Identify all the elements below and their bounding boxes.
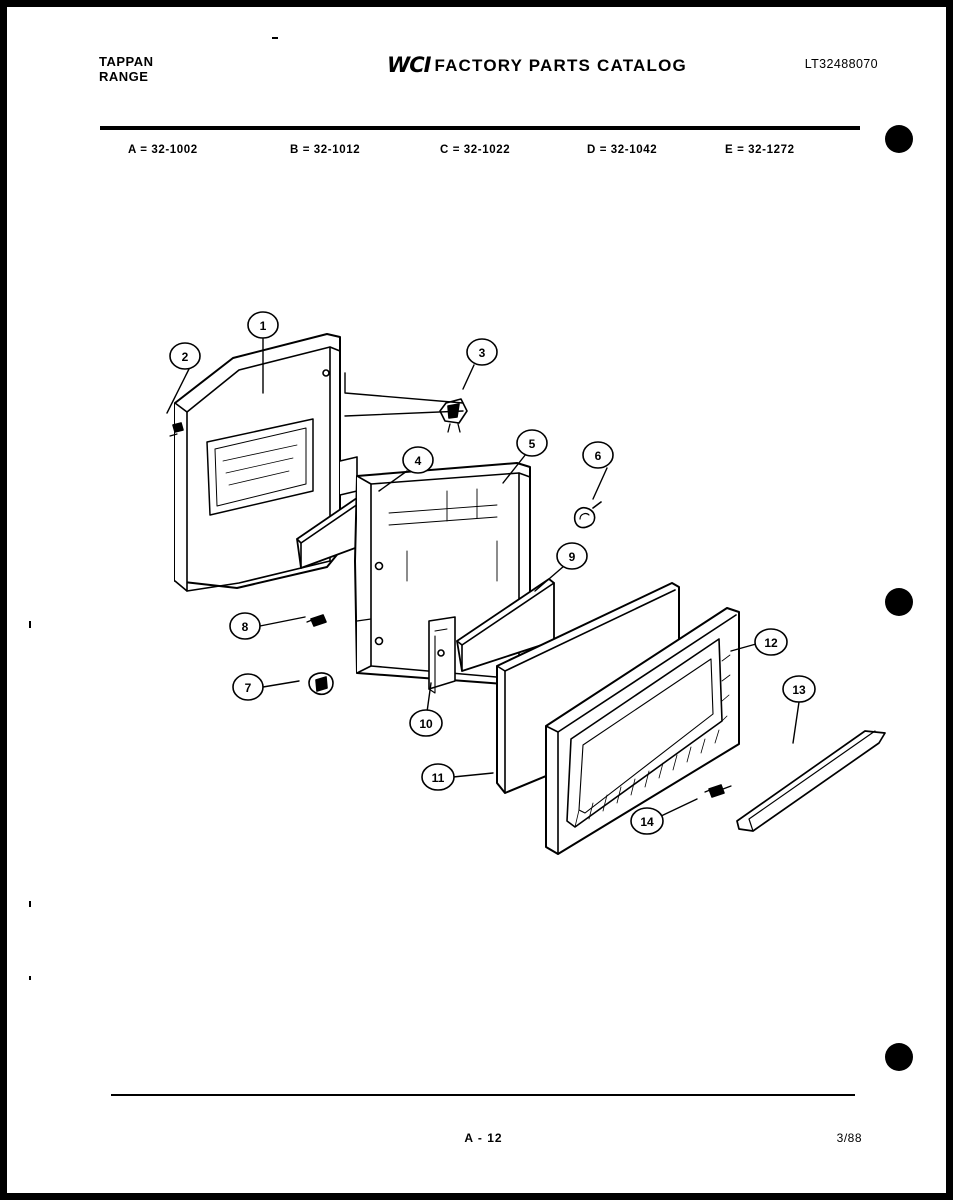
part-trim-strip	[737, 731, 885, 831]
svg-text:8: 8	[241, 620, 249, 634]
callout-5	[517, 430, 547, 456]
callout-13	[783, 676, 815, 702]
callout-14	[631, 808, 663, 834]
brand-line-1: TAPPAN	[99, 54, 154, 69]
callout-12	[755, 629, 787, 655]
callout-1	[248, 312, 278, 338]
part-screw-14	[705, 785, 731, 797]
svg-text:5: 5	[528, 437, 536, 451]
revision-date: 3/88	[836, 1131, 862, 1145]
svg-text:3: 3	[478, 346, 486, 360]
svg-text:7: 7	[244, 681, 252, 695]
model-code-c: C = 32-1022	[440, 144, 511, 156]
callout-9	[557, 543, 587, 569]
svg-text:12: 12	[764, 636, 778, 650]
model-code-d: D = 32-1042	[587, 144, 658, 156]
svg-text:10: 10	[419, 717, 433, 731]
callout-6	[583, 442, 613, 468]
page-number: A - 12	[464, 1131, 503, 1145]
svg-text:13: 13	[792, 683, 806, 697]
svg-text:2: 2	[181, 350, 189, 364]
svg-text:14: 14	[640, 815, 654, 829]
model-code-b: B = 32-1012	[290, 144, 361, 156]
document-code: LT32488070	[804, 57, 878, 71]
wci-logo: WCI	[387, 53, 431, 77]
callout-8	[230, 613, 260, 639]
svg-text:1: 1	[259, 319, 267, 333]
callout-4	[403, 447, 433, 473]
part-door-catch	[309, 673, 333, 694]
svg-text:11: 11	[431, 771, 445, 785]
part-latch-spring	[575, 502, 601, 528]
svg-text:9: 9	[568, 550, 576, 564]
exploded-parts-diagram	[27, 21, 940, 1193]
part-spring-clip	[440, 399, 467, 432]
brand-line-2: RANGE	[99, 69, 149, 84]
part-screw-8	[307, 615, 326, 626]
callout-11	[422, 764, 454, 790]
callout-3	[467, 339, 497, 365]
svg-text:4: 4	[414, 454, 422, 468]
model-code-e: E = 32-1272	[725, 144, 795, 156]
footer-divider	[111, 1094, 855, 1096]
page-content	[27, 21, 940, 1193]
callout-10	[410, 710, 442, 736]
callout-7	[233, 674, 263, 700]
catalog-title-text: FACTORY PARTS CATALOG	[434, 56, 687, 75]
callout-2	[170, 343, 200, 369]
svg-text:6: 6	[594, 449, 602, 463]
model-code-a: A = 32-1002	[128, 144, 198, 156]
part-bracket-10	[429, 617, 455, 693]
